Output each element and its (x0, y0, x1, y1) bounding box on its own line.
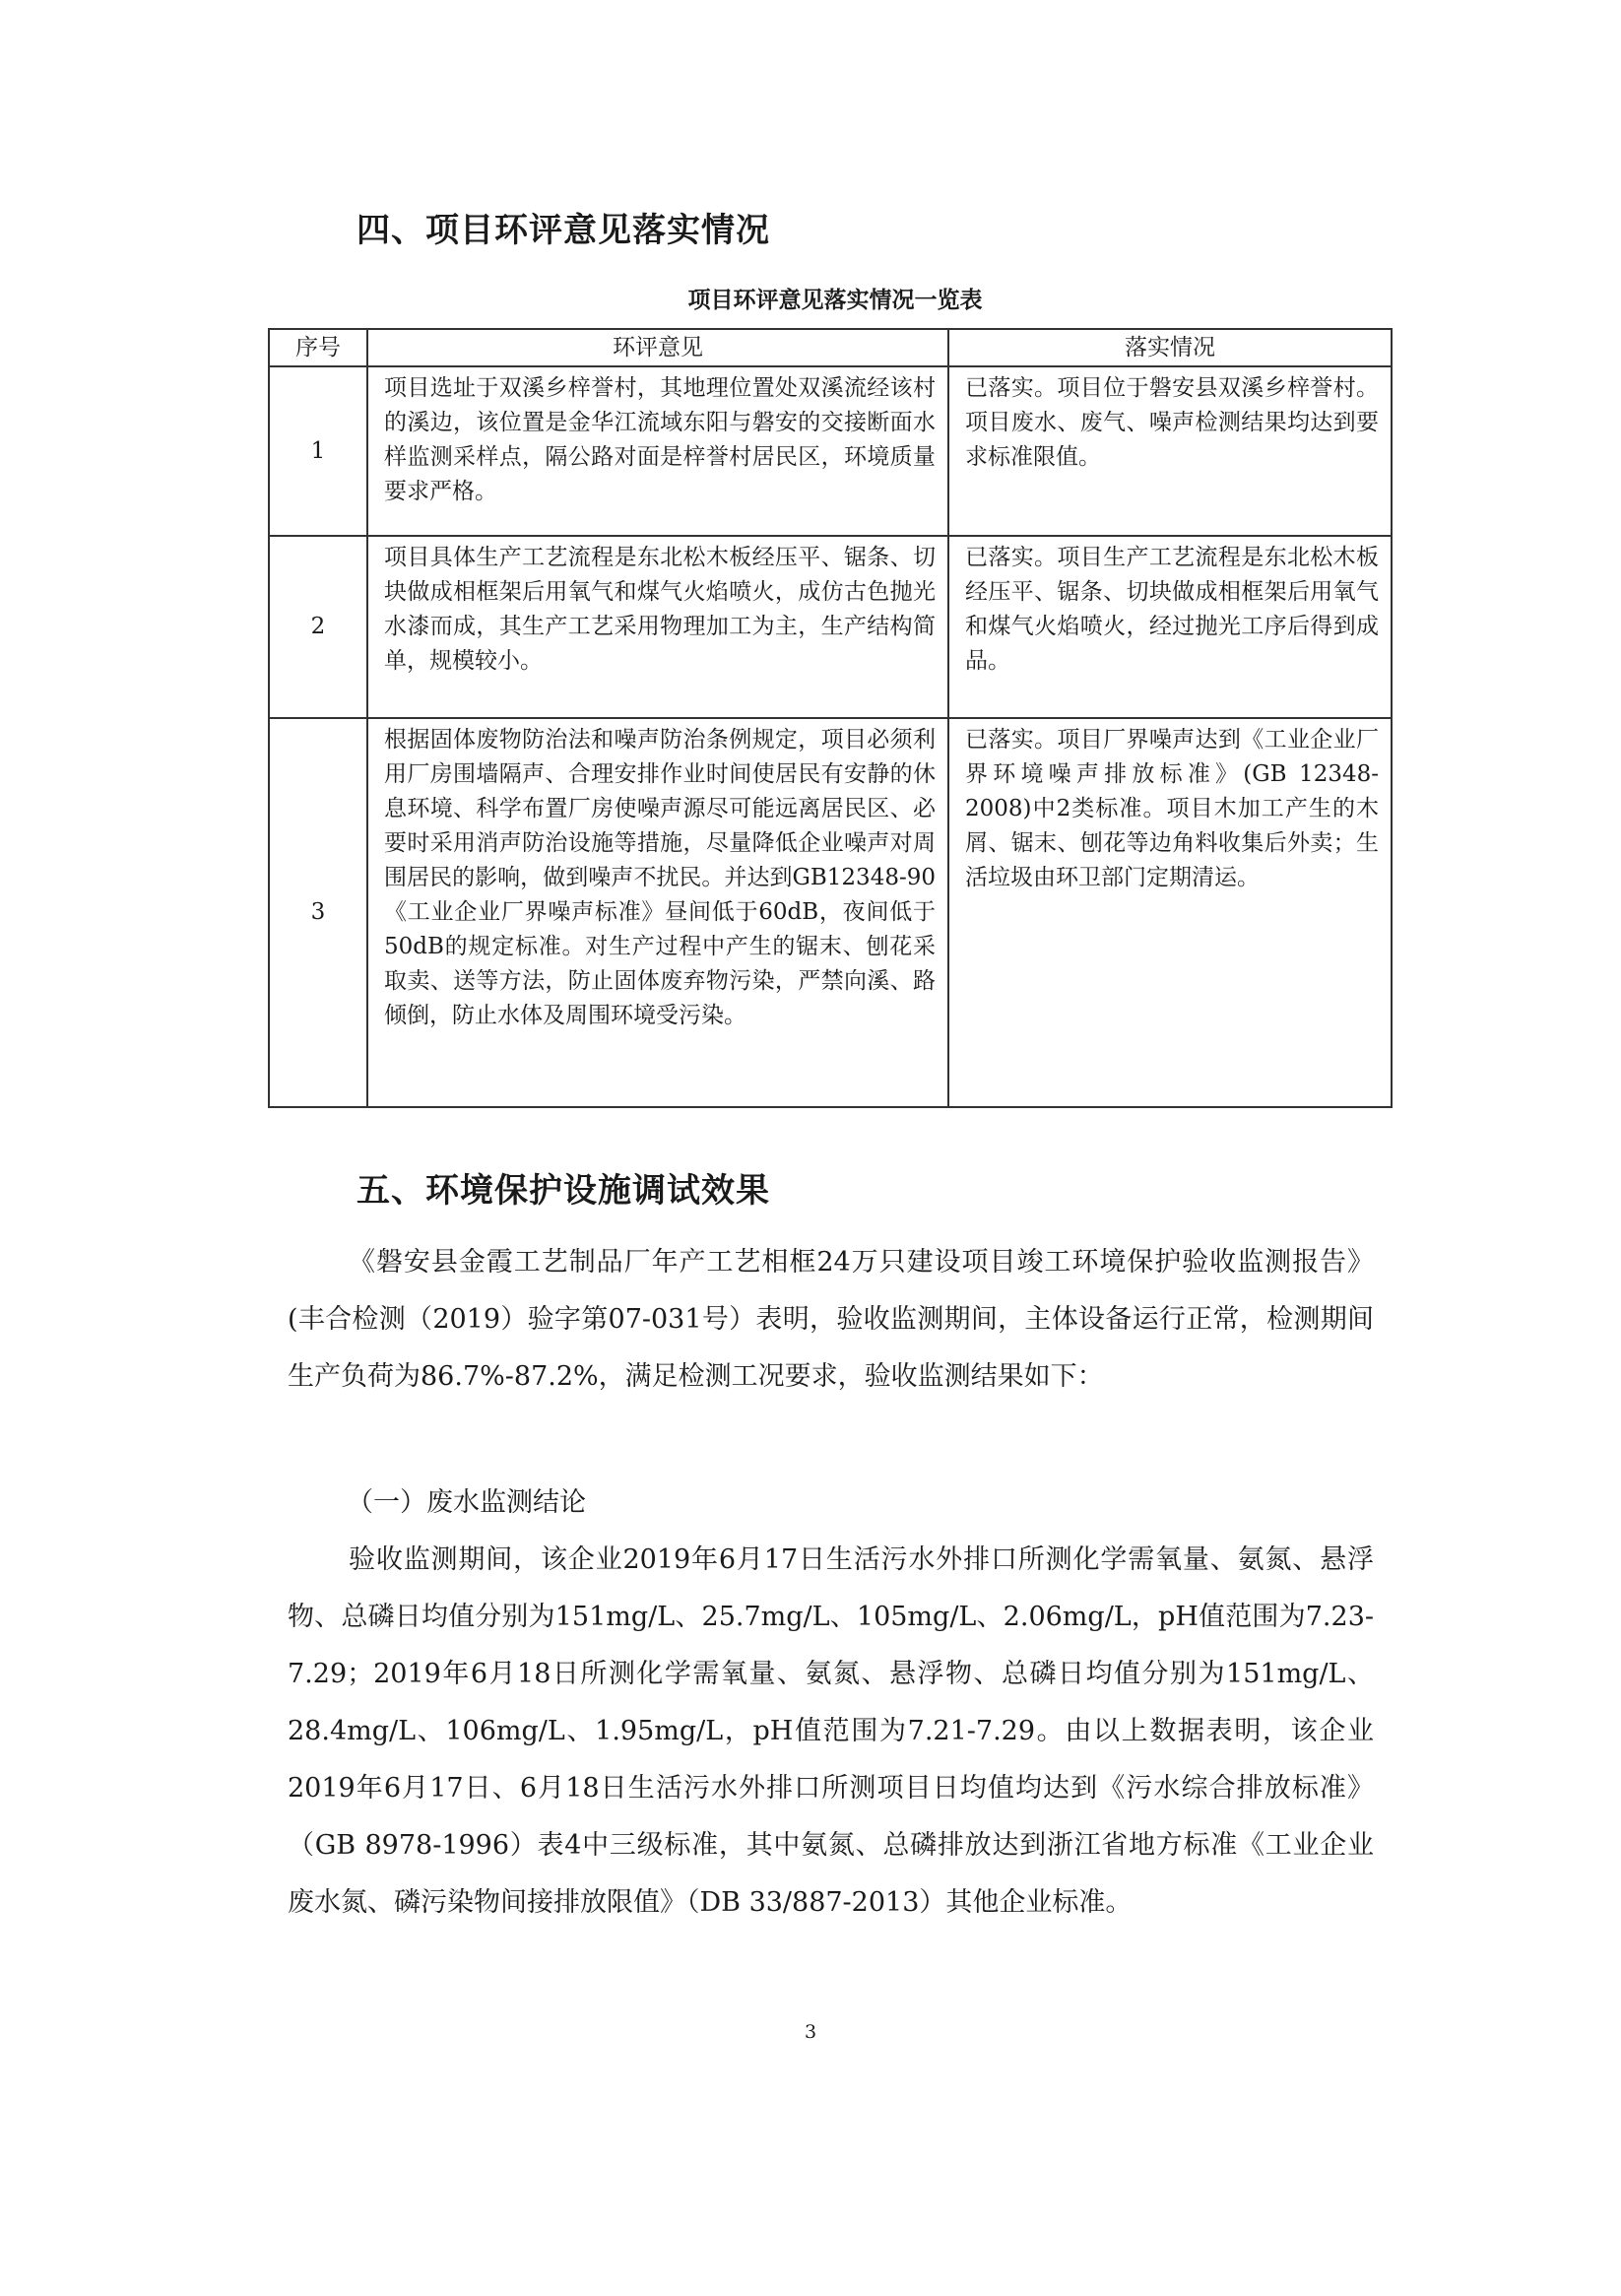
table-header-row (269, 329, 1392, 366)
row-opinion: 项目具体生产工艺流程是东北松木板经压平、锯条、切块做成相框架后用氧气和煤气火焰喷火，成仿古色抛光水漆而成，其生产工艺采用物理加工为主，生产结构简单，规模较小。 (367, 536, 948, 718)
table-row (269, 366, 1392, 536)
opinions-table (268, 328, 1393, 1108)
subsection-heading: （一）废水监测结论 (347, 1487, 586, 1518)
row-opinion: 项目选址于双溪乡梓誉村，其地理位置处双溪流经该村的溪边，该位置是金华江流域东阳与磐安的交接断面水样监测采样点，隔公路对面是梓誉村居民区，环境质量要求严格。 (367, 366, 948, 536)
row-index: 1 (269, 366, 367, 536)
page-number: 3 (804, 2021, 817, 2043)
table-row (269, 536, 1392, 718)
section-heading: 四、项目环评意见落实情况 (357, 211, 770, 250)
row-status: 已落实。项目位于磐安县双溪乡梓誉村。项目废水、废气、噪声检测结果均达到要求标准限值。 (948, 366, 1392, 536)
header-status: 落实情况 (948, 329, 1392, 366)
wastewater-paragraph: 验收监测期间，该企业2019年6月17日生活污水外排口所测化学需氧量、氨氮、悬浮物、总磷日均值分别为151mg/L、25.7mg/L、105mg/L、2.06mg/L，pH值范围为7.23-7.29；2019年6月18日所测化学需氧量、氨氮、悬浮物、总磷日均值分别为151mg/L、28.4mg/L、106mg/L、1.95mg/L，pH值范围为7.21-7.29。由以上数据表明，该企业2019年6月17日、6月18日生活污水外排口所测项目日均值均达到《污水综合排放标准》（GB 8978-1996）表4中三级标准，其中氨氮、总磷排放达到浙江省地方标准《工业企业废水氮、磷污染物间接排放限值》（DB 33/887-2013）其他企业标准。 (288, 1544, 1374, 1918)
table-caption: 项目环评意见落实情况一览表 (687, 287, 983, 313)
row-index: 3 (269, 718, 367, 1107)
row-index: 2 (269, 536, 367, 718)
intro-paragraph: 《磐安县金霞工艺制品厂年产工艺相框24万只建设项目竣工环境保护验收监测报告》(丰合检测（2019）验字第07-031号）表明，验收监测期间，主体设备运行正常，检测期间生产负荷为86.7%-87.2%，满足检测工况要求，验收监测结果如下： (288, 1247, 1374, 1392)
row-opinion: 根据固体废物防治法和噪声防治条例规定，项目必须利用厂房围墙隔声、合理安排作业时间使居民有安静的休息环境、科学布置厂房使噪声源尽可能远离居民区、必要时采用消声防治设施等措施，尽量降低企业噪声对周围居民的影响，做到噪声不扰民。并达到GB12348-90《工业企业厂界噪声标准》昼间低于60dB，夜间低于50dB的规定标准。对生产过程中产生的锯末、刨花采取卖、送等方法，防止固体废弃物污染，严禁向溪、路倾倒，防止水体及周围环境受污染。 (367, 718, 948, 1107)
table-row (269, 718, 1392, 1107)
section-heading: 五、环境保护设施调试效果 (357, 1171, 770, 1211)
row-status: 已落实。项目厂界噪声达到《工业企业厂界环境噪声排放标准》(GB 12348-2008)中2类标准。项目木加工产生的木屑、锯末、刨花等边角料收集后外卖；生活垃圾由环卫部门定期清运。 (948, 718, 1392, 1107)
header-index: 序号 (269, 329, 367, 366)
row-status: 已落实。项目生产工艺流程是东北松木板经压平、锯条、切块做成相框架后用氧气和煤气火焰喷火，经过抛光工序后得到成品。 (948, 536, 1392, 718)
header-opinion: 环评意见 (367, 329, 948, 366)
